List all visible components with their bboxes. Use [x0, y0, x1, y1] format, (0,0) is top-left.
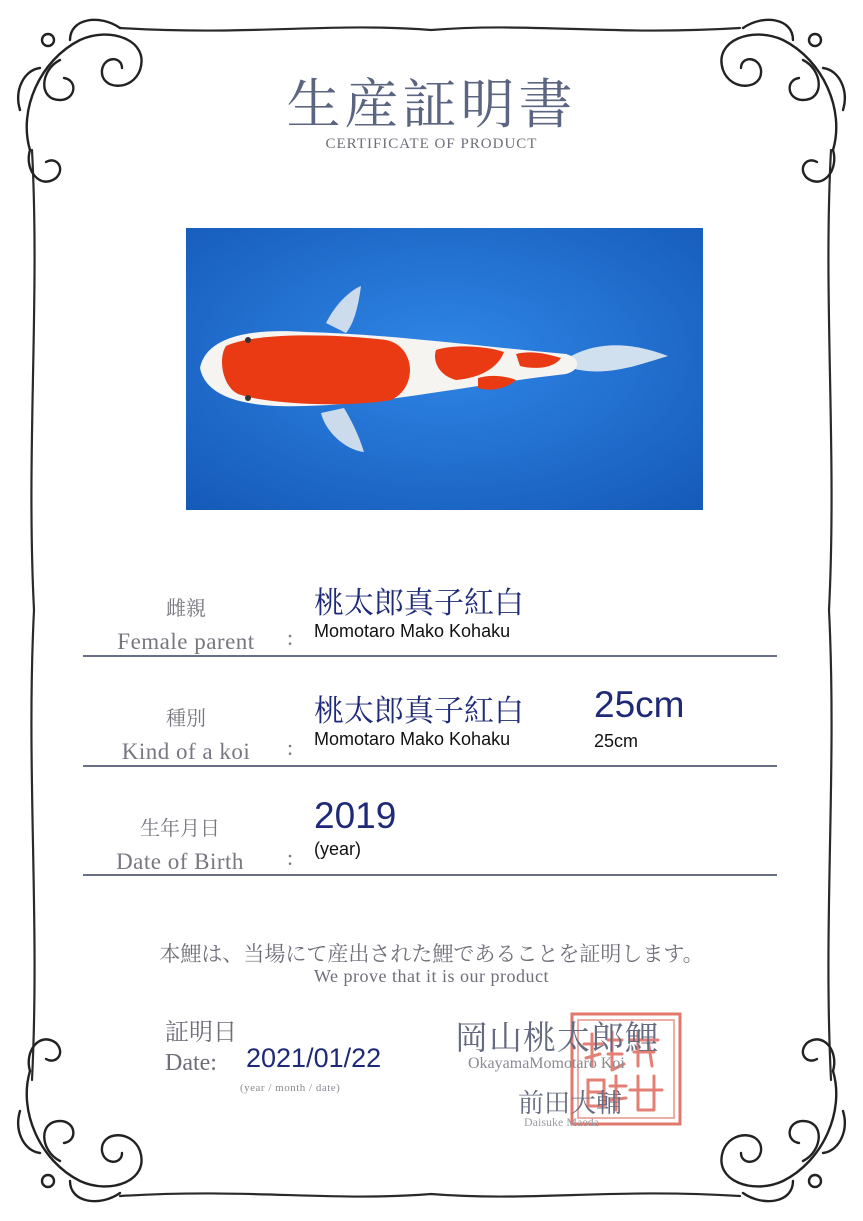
- birth-label-en: Date of Birth: [116, 849, 244, 874]
- statement-jp: 本鯉は、当場にて産出された鯉であることを証明します。: [159, 942, 704, 966]
- birth-year-hint: (year): [314, 839, 362, 859]
- colon: :: [287, 845, 294, 870]
- kind-label-en: Kind of a koi: [121, 739, 251, 764]
- owner-name-jp: 前田大輔: [518, 1089, 623, 1119]
- kind-value-en: Momotaro Mako Kohaku: [314, 729, 511, 749]
- certificate-title-jp: 生産証明書: [286, 73, 577, 136]
- female-parent-label-jp: 雌親: [166, 596, 206, 620]
- farm-name-en: OkayamaMomotaro Koi: [468, 1055, 625, 1072]
- birth-label-jp: 生年月日: [140, 816, 220, 840]
- size-value-large: 25cm: [594, 684, 685, 725]
- certification-date-value: 2021/01/22: [246, 1043, 382, 1073]
- divider: [83, 874, 777, 876]
- kind-value-jp: 桃太郎真子紅白: [314, 694, 524, 729]
- female-parent-label: [86, 592, 286, 655]
- birth-year-value: 2019: [314, 795, 397, 836]
- certification-date-label-en: Date:: [165, 1050, 217, 1076]
- colon: :: [287, 735, 294, 760]
- farm-name-jp: 岡山桃太郎鯉: [455, 1018, 659, 1057]
- female-parent-label-en: Female parent: [117, 629, 255, 654]
- divider: [83, 655, 777, 657]
- owner-name-en: Daisuke Maeda: [524, 1115, 599, 1129]
- koi-fish-photo: [186, 228, 703, 510]
- certificate-title-en: CERTIFICATE OF PRODUCT: [325, 136, 538, 152]
- birth-label: [80, 812, 280, 875]
- certification-date-hint: (year / month / date): [240, 1082, 341, 1094]
- divider: [83, 765, 777, 767]
- statement-en: We prove that it is our product: [314, 966, 549, 986]
- certification-date-label-jp: 証明日: [165, 1018, 237, 1046]
- female-parent-value-jp: 桃太郎真子紅白: [314, 586, 524, 621]
- kind-label: [86, 702, 286, 765]
- size-value-small: 25cm: [594, 731, 639, 751]
- colon: :: [287, 625, 294, 650]
- kind-label-jp: 種別: [166, 706, 206, 730]
- female-parent-value-en: Momotaro Mako Kohaku: [314, 621, 511, 641]
